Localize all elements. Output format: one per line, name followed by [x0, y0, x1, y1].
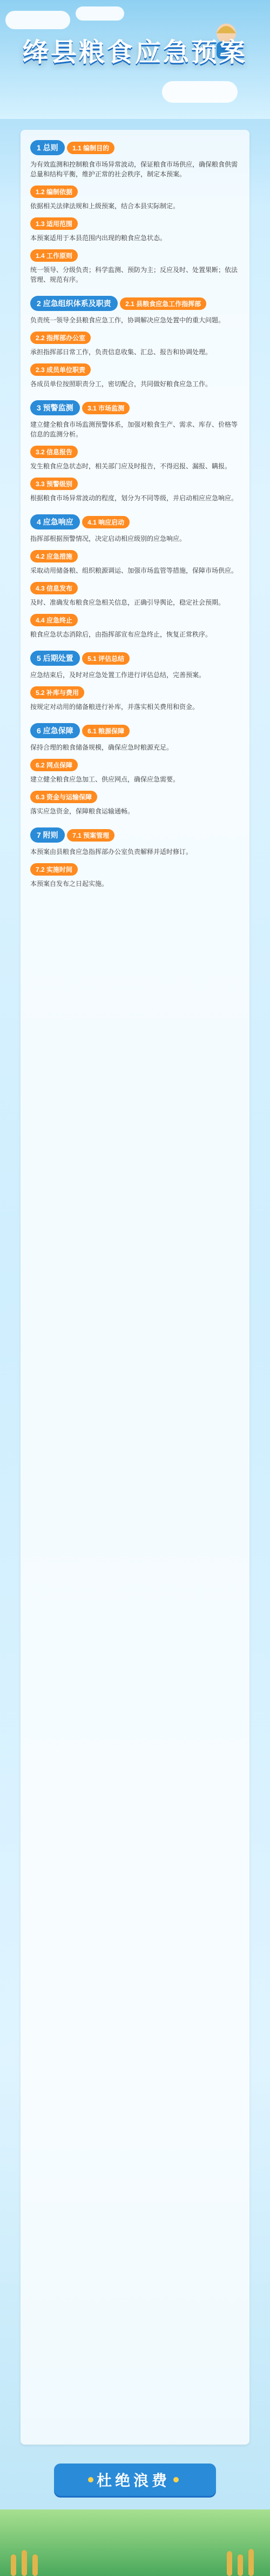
section-text: 承担指挥部日常工作，负责信息收集、汇总、报告和协调处理。 — [30, 348, 212, 356]
section-subtitle: 3.2 信息报告 — [30, 446, 78, 458]
cloud-decoration — [162, 81, 238, 103]
section-text: 发生粮食应急状态时，相关部门应及时报告，不得迟报、漏报、瞒报。 — [30, 462, 232, 470]
section-text: 依据相关法律法规和上级预案，结合本县实际制定。 — [30, 202, 180, 210]
section-6 — [30, 721, 240, 816]
section-subtitle: 6.3 资金与运输保障 — [30, 791, 97, 803]
section-7 — [30, 826, 240, 889]
footer-banner-text: 杜绝浪费 — [96, 2472, 170, 2489]
section-subtitle: 6.1 粮源保障 — [82, 725, 130, 737]
section-subtitle: 7.2 实施时间 — [30, 863, 78, 876]
section-text: 根据粮食市场异常波动的程度，划分为不同等级，并启动相应应急响应。 — [30, 494, 238, 502]
section-title: 3 预警监测 — [30, 400, 80, 415]
section-subtitle: 1.4 工作原则 — [30, 249, 78, 262]
section-subtitle: 6.2 网点保障 — [30, 759, 78, 771]
section-text: 保持合理的粮食储备规模，确保应急时粮源充足。 — [30, 744, 173, 751]
section-subtitle: 4.1 响应启动 — [82, 516, 130, 528]
wheat-icon — [11, 2554, 16, 2576]
section-subtitle: 5.2 补库与费用 — [30, 686, 84, 699]
section-text: 应急结束后，及时对应急处置工作进行评估总结，完善预案。 — [30, 671, 206, 679]
section-text: 各成员单位按照职责分工，密切配合，共同做好粮食应急工作。 — [30, 380, 212, 388]
section-2 — [30, 294, 240, 389]
content-card — [21, 130, 249, 2445]
section-subtitle: 3.1 市场监测 — [82, 402, 130, 414]
section-3 — [30, 399, 240, 503]
section-text: 统一领导、分级负责；科学监测、预防为主；反应及时、处置果断；依法管理、规范有序。 — [30, 266, 238, 283]
section-text: 建立健全粮食市场监测预警体系，加强对粮食生产、需求、库存、价格等信息的监测分析。 — [30, 421, 238, 438]
section-subtitle: 4.4 应急终止 — [30, 614, 78, 626]
section-1 — [30, 138, 240, 284]
section-4 — [30, 513, 240, 639]
section-text: 为有效监测和控制粮食市场异常波动，保证粮食市场供应，确保粮食供需总量和结构平衡，维护正常的社会秩序，制定本预案。 — [30, 161, 238, 178]
section-text: 粮食应急状态消除后，由指挥部宣布应急终止，恢复正常秩序。 — [30, 631, 212, 638]
page-title: 绛县粮食应急预案 — [22, 37, 247, 68]
section-subtitle: 2.3 成员单位职责 — [30, 363, 91, 376]
section-5 — [30, 649, 240, 712]
section-subtitle: 3.3 预警级别 — [30, 478, 78, 490]
section-text: 采取动用储备粮、组织粮源调运、加强市场监管等措施，保障市场供应。 — [30, 567, 238, 574]
section-text: 建立健全粮食应急加工、供应网点，确保应急需要。 — [30, 776, 180, 783]
footer-banner — [54, 2464, 216, 2496]
section-text: 本预案适用于本县范围内出现的粮食应急状态。 — [30, 234, 167, 242]
wheat-icon — [248, 2549, 254, 2576]
section-subtitle: 5.1 评估总结 — [82, 652, 130, 665]
section-text: 负责统一领导全县粮食应急工作，协调解决应急处置中的重大问题。 — [30, 316, 225, 324]
section-title: 2 应急组织体系及职责 — [30, 296, 118, 311]
section-subtitle: 4.3 信息发布 — [30, 582, 78, 594]
section-title: 1 总则 — [30, 140, 65, 155]
section-text: 按规定对动用的储备粮进行补库，并落实相关费用和资金。 — [30, 703, 199, 711]
section-text: 本预案由县粮食应急指挥部办公室负责解释并适时修订。 — [30, 848, 193, 856]
ground-decoration — [0, 2509, 270, 2576]
section-title: 7 附则 — [30, 827, 65, 843]
cloud-decoration — [76, 6, 124, 21]
section-title: 5 后期处置 — [30, 651, 80, 666]
wheat-icon — [227, 2551, 232, 2576]
section-subtitle: 1.3 适用范围 — [30, 217, 78, 230]
section-text: 落实应急资金，保障粮食运输通畅。 — [30, 807, 134, 815]
section-title: 6 应急保障 — [30, 723, 80, 738]
section-subtitle: 4.2 应急措施 — [30, 550, 78, 562]
star-icon — [88, 2477, 93, 2482]
cloud-decoration — [5, 11, 70, 29]
section-text: 指挥部根据预警情况，决定启动相应级别的应急响应。 — [30, 535, 186, 542]
wheat-icon — [32, 2554, 38, 2576]
wheat-icon — [22, 2550, 27, 2576]
wheat-icon — [238, 2554, 243, 2576]
section-subtitle: 7.1 预案管理 — [67, 829, 114, 842]
section-subtitle: 1.2 编制依据 — [30, 186, 78, 198]
section-title: 4 应急响应 — [30, 514, 80, 529]
section-subtitle: 2.1 县粮食应急工作指挥部 — [120, 297, 206, 310]
section-text: 及时、准确发布粮食应急相关信息，正确引导舆论，稳定社会预期。 — [30, 599, 225, 606]
header-banner — [0, 0, 270, 119]
content-inner — [21, 130, 249, 907]
section-subtitle: 2.2 指挥部办公室 — [30, 332, 91, 344]
section-text: 本预案自发布之日起实施。 — [30, 880, 109, 888]
star-icon — [173, 2477, 179, 2482]
section-subtitle: 1.1 编制目的 — [67, 142, 114, 154]
